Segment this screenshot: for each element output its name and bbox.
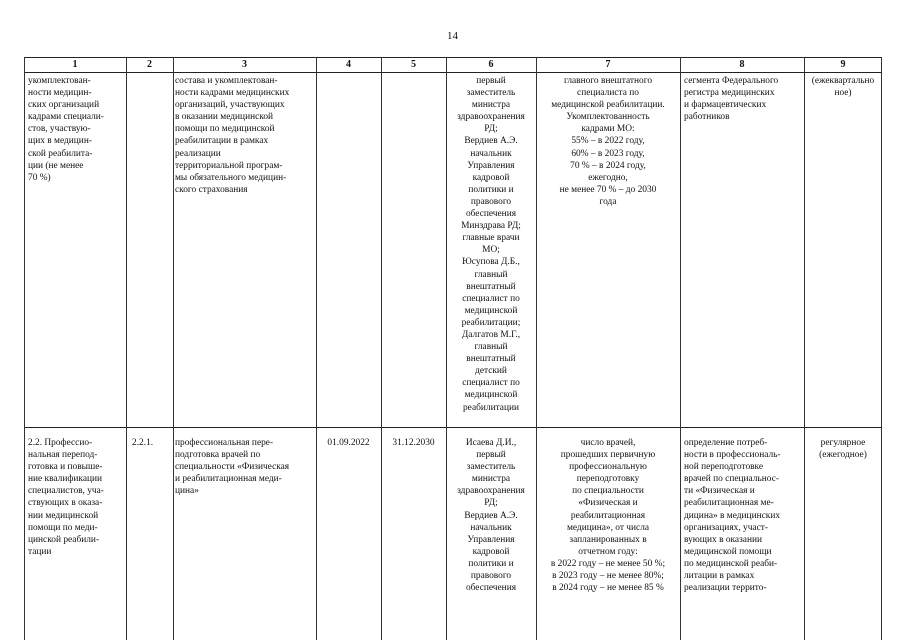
row2-col4: 01.09.2022 xyxy=(327,438,370,448)
row2-col2: 2.2.1. xyxy=(132,438,154,448)
col-header-8: 8 xyxy=(739,59,745,70)
col-header-6: 6 xyxy=(488,59,494,70)
header-bottom-rule xyxy=(24,72,882,73)
col-rule-1 xyxy=(126,57,127,640)
plan-table xyxy=(24,57,882,640)
col-rule-9 xyxy=(881,57,882,640)
row1-col8: сегмента Федерального регистра медицинских и фармацевтических работников xyxy=(684,76,779,123)
row-divider xyxy=(24,427,882,428)
row1-col1: укомплектован- ности медицин- ских организаций кадрами специали- стов, участвую- щих в медицин- ской реабилита- ции (не менее 70 %) xyxy=(28,76,104,183)
col-rule-3 xyxy=(316,57,317,640)
row2-col9: регулярное (ежегодное) xyxy=(819,438,867,461)
col-rule-4 xyxy=(381,57,382,640)
col-rule-8 xyxy=(804,57,805,640)
col-rule-0 xyxy=(24,57,25,640)
col-header-9: 9 xyxy=(840,59,846,70)
row1-col9: (ежеквартально ное) xyxy=(811,76,875,99)
col-header-1: 1 xyxy=(72,59,78,70)
table-top-rule xyxy=(24,57,882,58)
col-rule-7 xyxy=(680,57,681,640)
page-number: 14 xyxy=(447,30,458,42)
row2-col7: число врачей, прошедших первичную профессиональную переподготовку по специальности «Физическая и реабилитационная медицина», от числа запланированных в отчетном году: в 2022 году – не менее 50 %; в 2023 году – не менее 80%; в 2024 году – не менее 85 % xyxy=(550,438,666,594)
row2-col1: 2.2. Профессио- нальная перепод- готовка и повыше- ние квалификации специалистов, уча- ствующих в оказа- нии медицинской помощи по меди- цинской реабили- тации xyxy=(28,438,104,557)
col-rule-2 xyxy=(173,57,174,640)
row2-col8: определение потреб- ности в профессиональ- ной переподготовке врачей по специальнос- ти «Физическая и реабилитационная ме- дицина» в медицинских организациях, участ- вующих в оказании медицинской помощи по медицинской реаби- литации в рамках реализации террито- xyxy=(684,438,781,594)
row1-col6: первый заместитель министра здравоохранения РД; Вердиев А.Э. начальник Управления кадровой политики и правового обеспечения Минздрава РД; главные врачи МО; Юсупова Д.Б., главный внештатный специалист по медицинской реабилитации; Далгатов М.Г., главный внештатный детский специалист по медицинской реабилитации xyxy=(457,76,525,413)
col-header-7: 7 xyxy=(605,59,611,70)
col-header-2: 2 xyxy=(147,59,152,70)
row1-col7: главного внештатного специалиста по медицинской реабилитации. Укомплектованность кадрами МО: 55% – в 2022 году, 60% – в 2023 году, 70 % – в 2024 году, ежегодно, не менее 70 % – до 2030 года xyxy=(551,76,665,207)
row1-col3: состава и укомплектован- ности кадрами медицинских организаций, участвующих в оказании медицинской помощи по медицинской реабилитации в рамках реализации территориальной програм- мы обязательного медицин- ского страхования xyxy=(175,76,290,195)
col-header-4: 4 xyxy=(346,59,351,70)
row2-col6: Исаева Д.И., первый заместитель министра здравоохранения РД; Вердиев А.Э. начальник Управления кадровой политики и правового обеспечения xyxy=(457,438,525,594)
col-header-5: 5 xyxy=(411,59,416,70)
col-header-3: 3 xyxy=(242,59,247,70)
row2-col3: профессиональная пере- подготовка врачей по специальности «Физическая и реабилитационная меди- цина» xyxy=(175,438,290,497)
row2-col5: 31.12.2030 xyxy=(392,438,435,448)
